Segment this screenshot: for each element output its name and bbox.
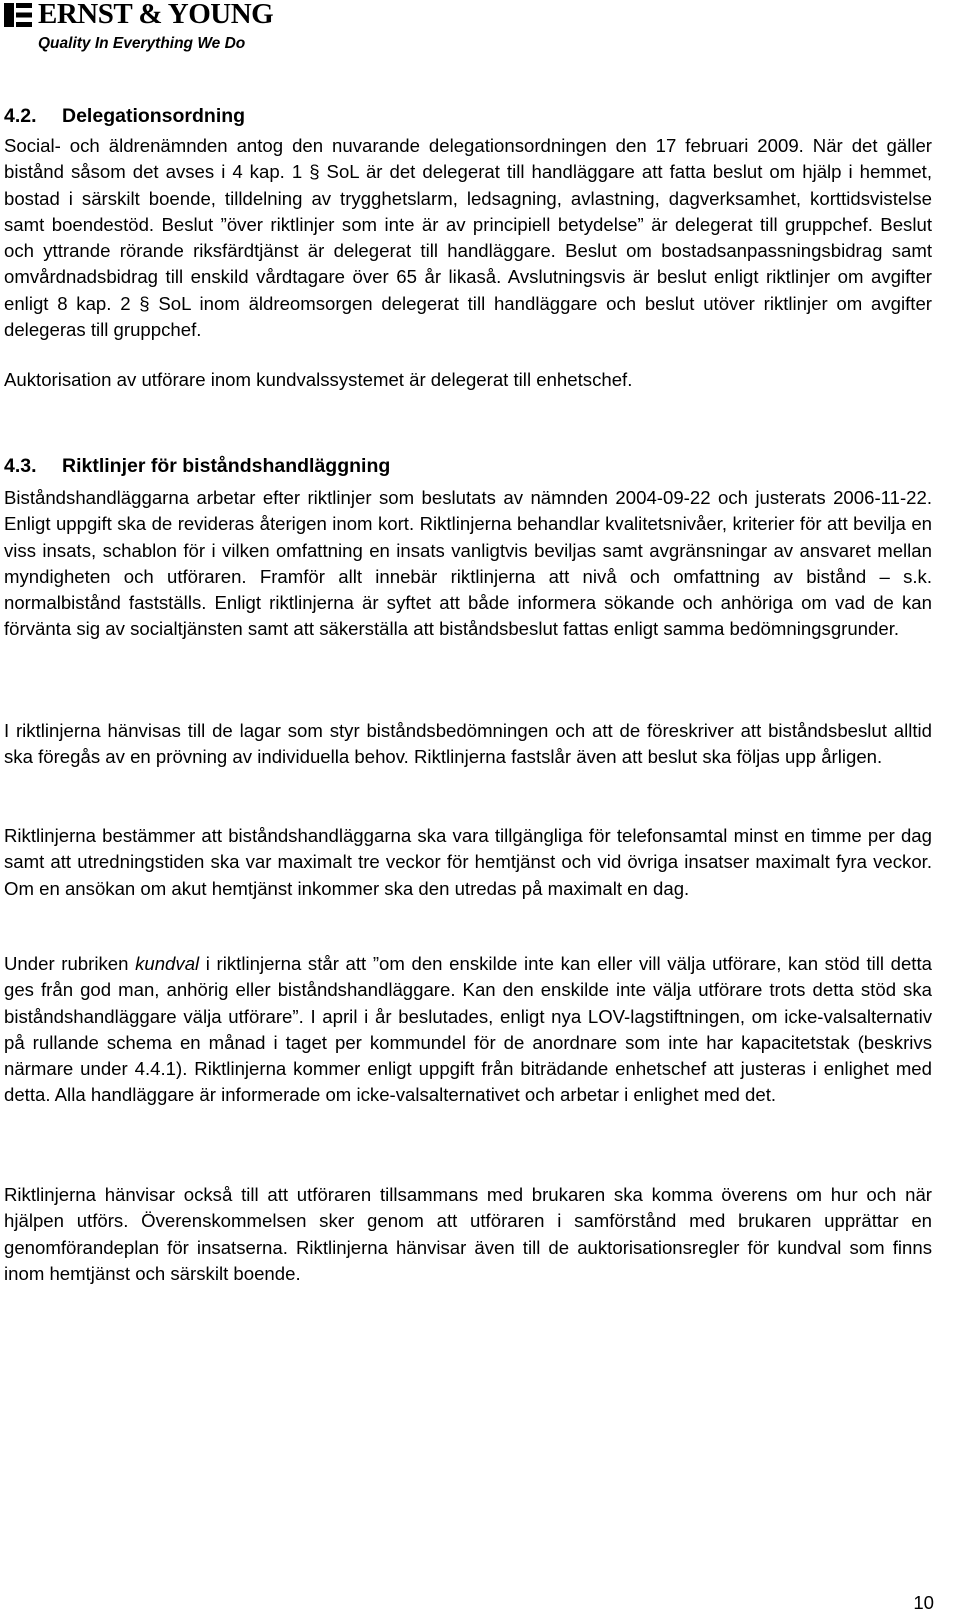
page-number: 10 xyxy=(913,1592,934,1613)
paragraph-lagar: I riktlinjerna hänvisas till de lagar som styr biståndsbedömningen och att de föreskriver att biståndsbeslut alltid ska föregås av en prövning av individuella behov. Riktlinjerna fastslår även att beslut ska följas upp årligen. xyxy=(4,720,932,768)
ernst-young-bars-icon xyxy=(4,3,32,27)
section-title: Delegationsordning xyxy=(62,105,246,127)
text-run: i riktlinjerna står att ”om den enskilde inte kan eller vill välja utförare, kan stöd till detta ges från god man, anhörig eller biståndshandläggare. Kan den enskilde inte välja utförare trots detta stöd ska biståndshandläggare välja utförare”. I april i år beslutades, enligt nya LOV-lagstiftningen, om icke-valsalternativ på rullande schema en månad i taget per kommundel för de anordnare som inte har kapacitetstak (beskrivs närmare under 4.4.1). Riktlinjerna kommer enligt uppgift från biträdande enhetschef att justeras i enlighet med detta. Alla handläggare är informerade om icke-valsalternativet och arbetar i enlighet med det. xyxy=(4,953,932,1106)
paragraph-auktorisation: Auktorisation av utförare inom kundvalssystemet är delegerat till enhetschef. xyxy=(4,369,633,390)
section-title: Riktlinjer för biståndshandläggning xyxy=(62,455,391,477)
paragraph-delegation: Social- och äldrenämnden antog den nuvarande delegationsordningen den 17 februari 2009. När det gäller bistånd såsom det avses i 4 kap. 1 § SoL är det delegerat till handläggare att fatta beslut om hjälp i hemmet, bostad i särskilt boende, tilldelning av trygghetslarm, ledsagning, avlastning, dagverksamhet, korttidsvistelse samt boendestöd. Beslut ”över riktlinjer som inte är av principiell betydelse” är delegerat till gruppchef. Beslut och yttrande rörande riksfärdtjänst är delegerat till handläggare. Beslut om bostadsanpassningsbidrag samt omvårdnadsbidrag till enskild vårdtagare över 65 år likaså. Avslutningsvis är beslut enligt riktlinjer om avgifter enligt 8 kap. 2 § SoL inom äldreomsorgen delegerat till handläggare och beslut utöver riktlinjer om avgifter delegeras till gruppchef. xyxy=(4,135,932,341)
section-number: 4.3. xyxy=(4,455,37,477)
logo-text: ERNST & YOUNG xyxy=(38,0,274,30)
paragraph-kundval xyxy=(4,951,932,1109)
section-heading-4-2 xyxy=(4,103,245,129)
company-logo xyxy=(4,0,274,58)
paragraph-riktlinjer: Biståndshandläggarna arbetar efter riktlinjer som beslutats av nämnden 2004-09-22 och justerats 2006-11-22. Enligt uppgift ska de revideras återigen inom kort. Riktlinjerna behandlar kvalitetsnivåer, kriterier för att bevilja en viss insats, schablon för i vilken omfattning en insats vanligtvis beviljas samt avgränsningar av ansvaret mellan myndigheten och utföraren. Framför allt innebär riktlinjerna att nivå och omfattning av bistånd – s.k. normalbistånd fastställs. Enligt riktlinjerna är syftet att både informera sökande och anhöriga om vad de kan förvänta sig av socialtjänsten samt att säkerställa att biståndsbeslut fattas enligt samma bedömningsgrunder. xyxy=(4,487,932,640)
paragraph-overenskommelse: Riktlinjerna hänvisar också till att utföraren tillsammans med brukaren ska komma överens om hur och när hjälpen utförs. Överenskommelsen sker genom att utföraren i samförstånd med brukaren upprättar en genomförandeplan för insatserna. Riktlinjerna hänvisar även till de auktorisationsregler för kundval som finns inom hemtjänst och särskilt boende. xyxy=(4,1184,932,1284)
italic-term: kundval xyxy=(135,953,200,974)
section-number: 4.2. xyxy=(4,105,37,127)
section-heading-4-3 xyxy=(4,453,390,479)
logo-tagline: Quality In Everything We Do xyxy=(38,35,246,52)
paragraph-tillganglighet: Riktlinjerna bestämmer att biståndshandläggarna ska vara tillgängliga för telefonsamtal minst en timme per dag samt att utredningstiden ska var maximalt tre veckor för hemtjänst och vid övriga insatser maximalt fyra veckor. Om en ansökan om akut hemtjänst inkommer ska den utredas på maximalt en dag. xyxy=(4,825,932,899)
text-run: Under rubriken xyxy=(4,953,136,974)
